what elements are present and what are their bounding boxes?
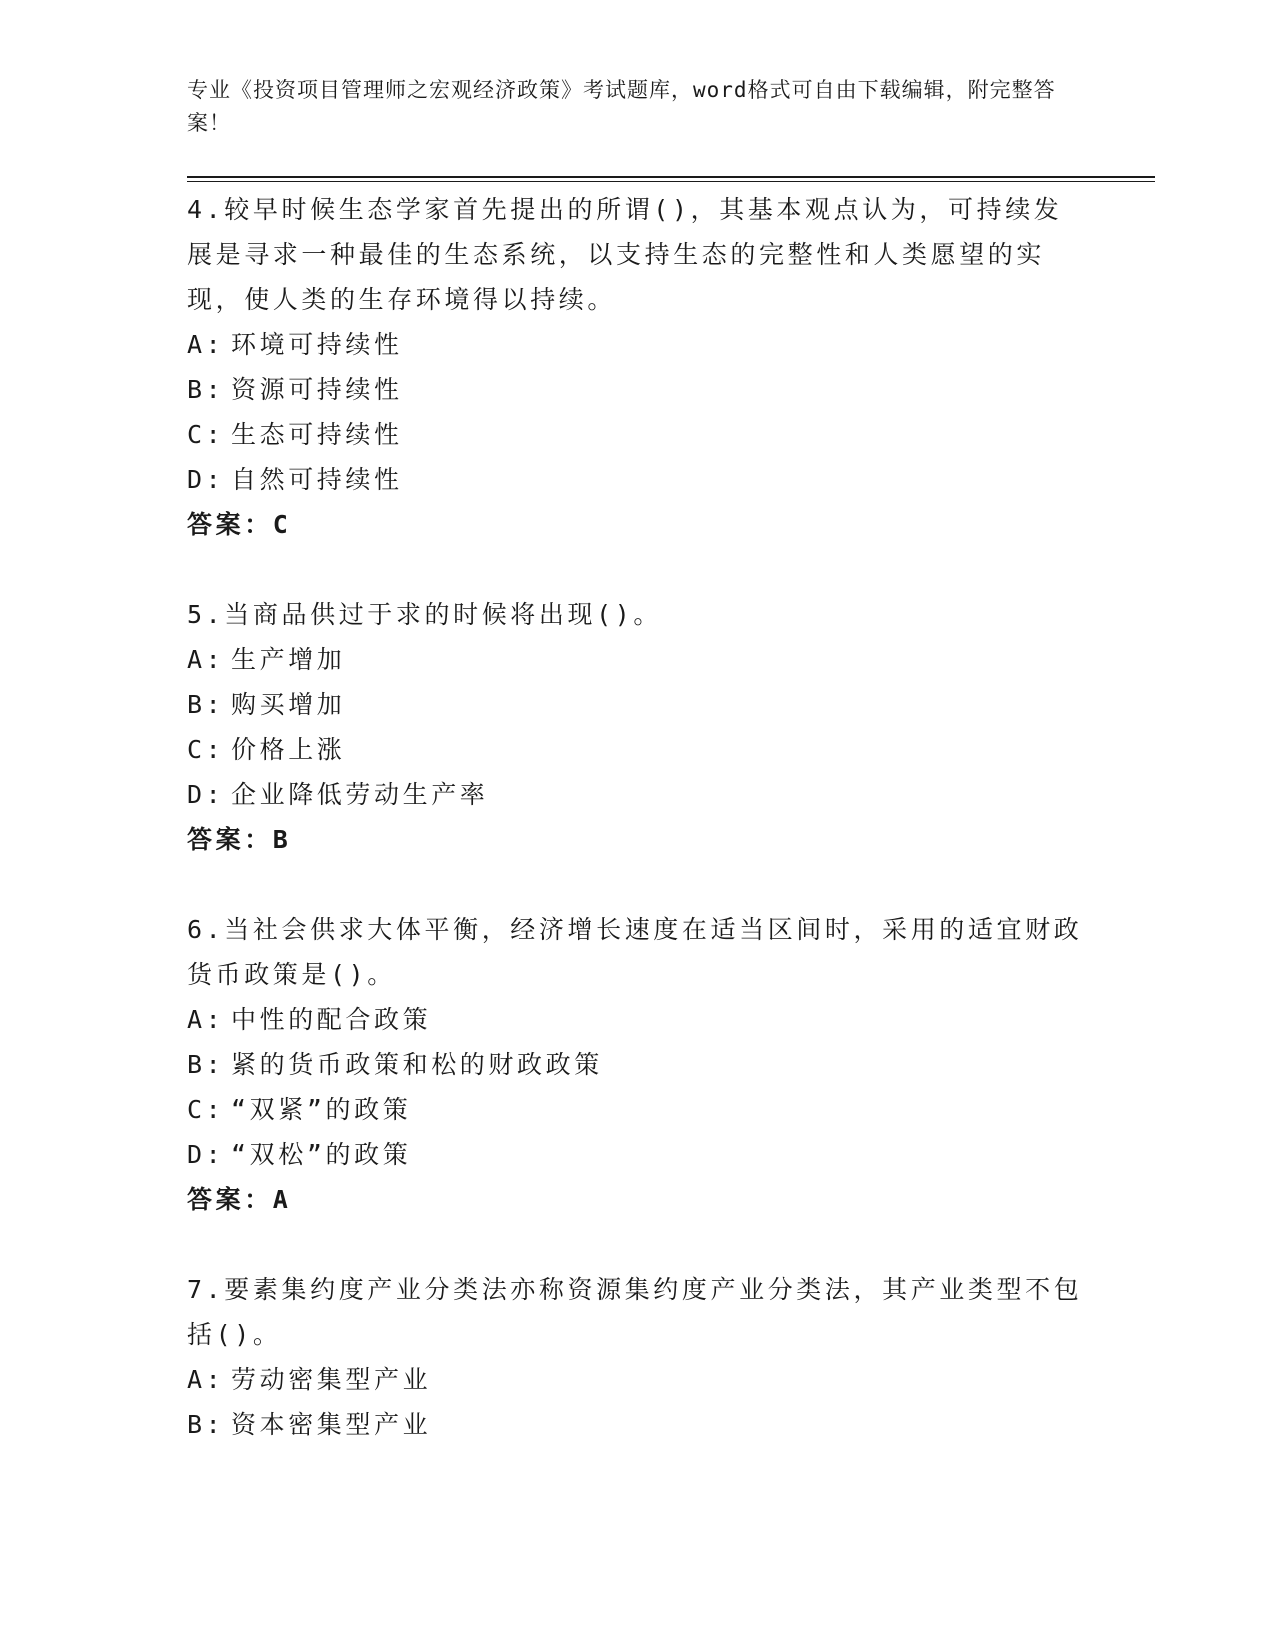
option-text: 企业降低劳动生产率 xyxy=(231,780,489,809)
answer-line: 答案：A xyxy=(187,1185,292,1214)
option-text: 购买增加 xyxy=(231,690,346,719)
option-text: 价格上涨 xyxy=(231,735,346,764)
option-letter: B: xyxy=(187,1410,225,1439)
option-letter: B: xyxy=(187,690,225,719)
option-letter: C: xyxy=(187,420,225,449)
option-letter: C: xyxy=(187,735,225,764)
document-header: 专业《投资项目管理师之宏观经济政策》考试题库，word格式可自由下载编辑，附完整答案！ xyxy=(187,78,1056,135)
option-text: 中性的配合政策 xyxy=(231,1005,432,1034)
answer-line: 答案：C xyxy=(187,510,292,539)
option-text: “双紧”的政策 xyxy=(231,1095,412,1124)
option-b xyxy=(187,1042,1087,1087)
option-text: 环境可持续性 xyxy=(231,330,403,359)
option-a xyxy=(187,322,1087,367)
option-c xyxy=(187,412,1087,457)
option-letter: A: xyxy=(187,1365,225,1394)
question-4 xyxy=(187,187,1087,547)
question-stem: 5.当商品供过于求的时候将出现()。 xyxy=(187,600,663,629)
option-text: 自然可持续性 xyxy=(231,465,403,494)
question-list xyxy=(187,187,1087,1492)
question-7 xyxy=(187,1267,1087,1447)
option-letter: C: xyxy=(187,1095,225,1124)
question-stem: 4.较早时候生态学家首先提出的所谓()，其基本观点认为，可持续发展是寻求一种最佳的生态系统，以支持生态的完整性和人类愿望的实现，使人类的生存环境得以持续。 xyxy=(187,195,1063,314)
option-d xyxy=(187,772,1087,817)
question-6 xyxy=(187,907,1087,1222)
option-a xyxy=(187,637,1087,682)
option-a xyxy=(187,1357,1087,1402)
option-text: 生产增加 xyxy=(231,645,346,674)
option-text: 劳动密集型产业 xyxy=(231,1365,432,1394)
option-b xyxy=(187,682,1087,727)
option-letter: B: xyxy=(187,375,225,404)
option-text: “双松”的政策 xyxy=(231,1140,412,1169)
option-d xyxy=(187,1132,1087,1177)
option-d xyxy=(187,457,1087,502)
option-letter: A: xyxy=(187,645,225,674)
option-text: 资源可持续性 xyxy=(231,375,403,404)
option-letter: D: xyxy=(187,780,225,809)
option-letter: A: xyxy=(187,330,225,359)
option-text: 资本密集型产业 xyxy=(231,1410,432,1439)
option-text: 紧的货币政策和松的财政政策 xyxy=(231,1050,603,1079)
header-divider-thin xyxy=(187,181,1155,182)
option-b xyxy=(187,1402,1087,1447)
option-text: 生态可持续性 xyxy=(231,420,403,449)
header-divider-thick xyxy=(187,176,1155,178)
option-c xyxy=(187,1087,1087,1132)
question-5 xyxy=(187,592,1087,862)
option-letter: D: xyxy=(187,1140,225,1169)
option-letter: A: xyxy=(187,1005,225,1034)
option-c xyxy=(187,727,1087,772)
option-letter: D: xyxy=(187,465,225,494)
option-a xyxy=(187,997,1087,1042)
option-letter: B: xyxy=(187,1050,225,1079)
option-b xyxy=(187,367,1087,412)
question-stem: 6.当社会供求大体平衡，经济增长速度在适当区间时，采用的适宜财政货币政策是()。 xyxy=(187,915,1083,989)
question-stem: 7.要素集约度产业分类法亦称资源集约度产业分类法，其产业类型不包括()。 xyxy=(187,1275,1083,1349)
answer-line: 答案：B xyxy=(187,825,292,854)
